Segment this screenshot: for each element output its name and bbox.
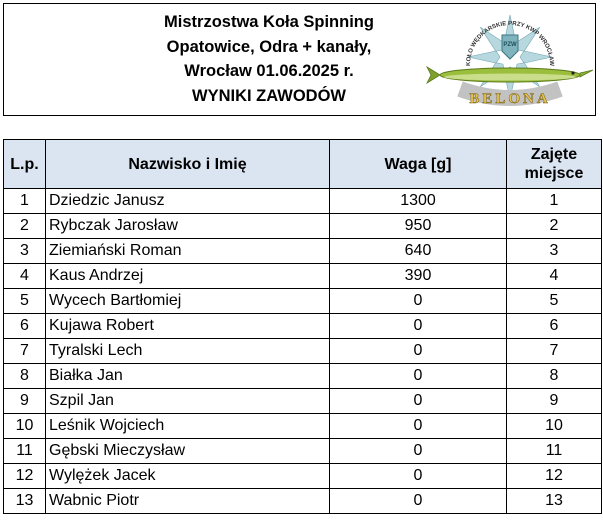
table-row (4, 439, 602, 464)
row-name: Kaus Andrzej (46, 264, 330, 289)
row-name: Szpil Jan (46, 389, 330, 414)
row-place: 6 (507, 314, 602, 339)
title-line-location: Opatowice, Odra + kanały, (166, 37, 372, 56)
row-weight: 1300 (330, 189, 507, 214)
column-header-weight: Waga [g] (330, 140, 507, 189)
row-name: Kujawa Robert (46, 314, 330, 339)
row-name: Białka Jan (46, 364, 330, 389)
results-table (3, 139, 602, 514)
row-weight: 0 (330, 339, 507, 364)
row-place: 7 (507, 339, 602, 364)
row-name: Wycech Bartłomiej (46, 289, 330, 314)
row-name: Ziemiański Roman (46, 239, 330, 264)
row-place: 9 (507, 389, 602, 414)
row-name: Wylężek Jacek (46, 464, 330, 489)
results-rows (4, 189, 602, 514)
row-name: Leśnik Wojciech (46, 414, 330, 439)
table-row (4, 489, 602, 514)
row-weight: 0 (330, 464, 507, 489)
title-line-date: Wrocław 01.06.2025 r. (184, 62, 354, 80)
row-lp: 11 (4, 439, 46, 464)
table-row (4, 464, 602, 489)
row-name: Wabnic Piotr (46, 489, 330, 514)
row-weight: 640 (330, 239, 507, 264)
svg-text:KOŁO WĘDKARSKIE PRZY KWP WROCŁ: KOŁO WĘDKARSKIE PRZY KWP WROCŁAW (465, 20, 555, 67)
row-name: Rybczak Jarosław (46, 214, 330, 239)
row-lp: 12 (4, 464, 46, 489)
row-place: 12 (507, 464, 602, 489)
row-lp: 9 (4, 389, 46, 414)
row-weight: 950 (330, 214, 507, 239)
row-lp: 13 (4, 489, 46, 514)
row-lp: 10 (4, 414, 46, 439)
row-lp: 2 (4, 214, 46, 239)
row-weight: 0 (330, 439, 507, 464)
row-lp: 1 (4, 189, 46, 214)
row-weight: 0 (330, 364, 507, 389)
column-header-name: Nazwisko i Imię (46, 140, 330, 189)
row-place: 2 (507, 214, 602, 239)
table-row (4, 214, 602, 239)
table-row (4, 339, 602, 364)
row-lp: 6 (4, 314, 46, 339)
row-place: 10 (507, 414, 602, 439)
table-header-row (4, 140, 602, 189)
table-row (4, 314, 602, 339)
table-row (4, 389, 602, 414)
table-row (4, 289, 602, 314)
svg-text:PZW: PZW (503, 42, 517, 48)
row-name: Gębski Mieczysław (46, 439, 330, 464)
row-lp: 8 (4, 364, 46, 389)
row-weight: 390 (330, 264, 507, 289)
row-place: 11 (507, 439, 602, 464)
table-row (4, 414, 602, 439)
row-place: 13 (507, 489, 602, 514)
table-row (4, 364, 602, 389)
row-weight: 0 (330, 289, 507, 314)
row-lp: 5 (4, 289, 46, 314)
row-weight: 0 (330, 489, 507, 514)
row-weight: 0 (330, 414, 507, 439)
row-lp: 3 (4, 239, 46, 264)
row-weight: 0 (330, 314, 507, 339)
row-place: 5 (507, 289, 602, 314)
column-header-lp: L.p. (4, 140, 46, 189)
table-row (4, 189, 602, 214)
title-line-competition: Mistrzostwa Koła Spinning (164, 13, 374, 31)
row-place: 1 (507, 189, 602, 214)
row-place: 4 (507, 264, 602, 289)
table-row (4, 239, 602, 264)
table-row (4, 264, 602, 289)
row-place: 3 (507, 239, 602, 264)
column-header-place (507, 140, 602, 189)
club-emblem-fish-icon (425, 7, 595, 111)
document-title (114, 10, 424, 108)
row-place: 8 (507, 364, 602, 389)
row-name: Tyralski Lech (46, 339, 330, 364)
column-header-place-text: Zajęte miejsce (524, 146, 584, 182)
row-lp: 4 (4, 264, 46, 289)
svg-text:BELONA: BELONA (469, 91, 551, 107)
row-name: Dziedzic Janusz (46, 189, 330, 214)
title-line-results: WYNIKI ZAWODÓW (192, 86, 346, 105)
row-weight: 0 (330, 389, 507, 414)
row-lp: 7 (4, 339, 46, 364)
header-box (3, 3, 596, 116)
